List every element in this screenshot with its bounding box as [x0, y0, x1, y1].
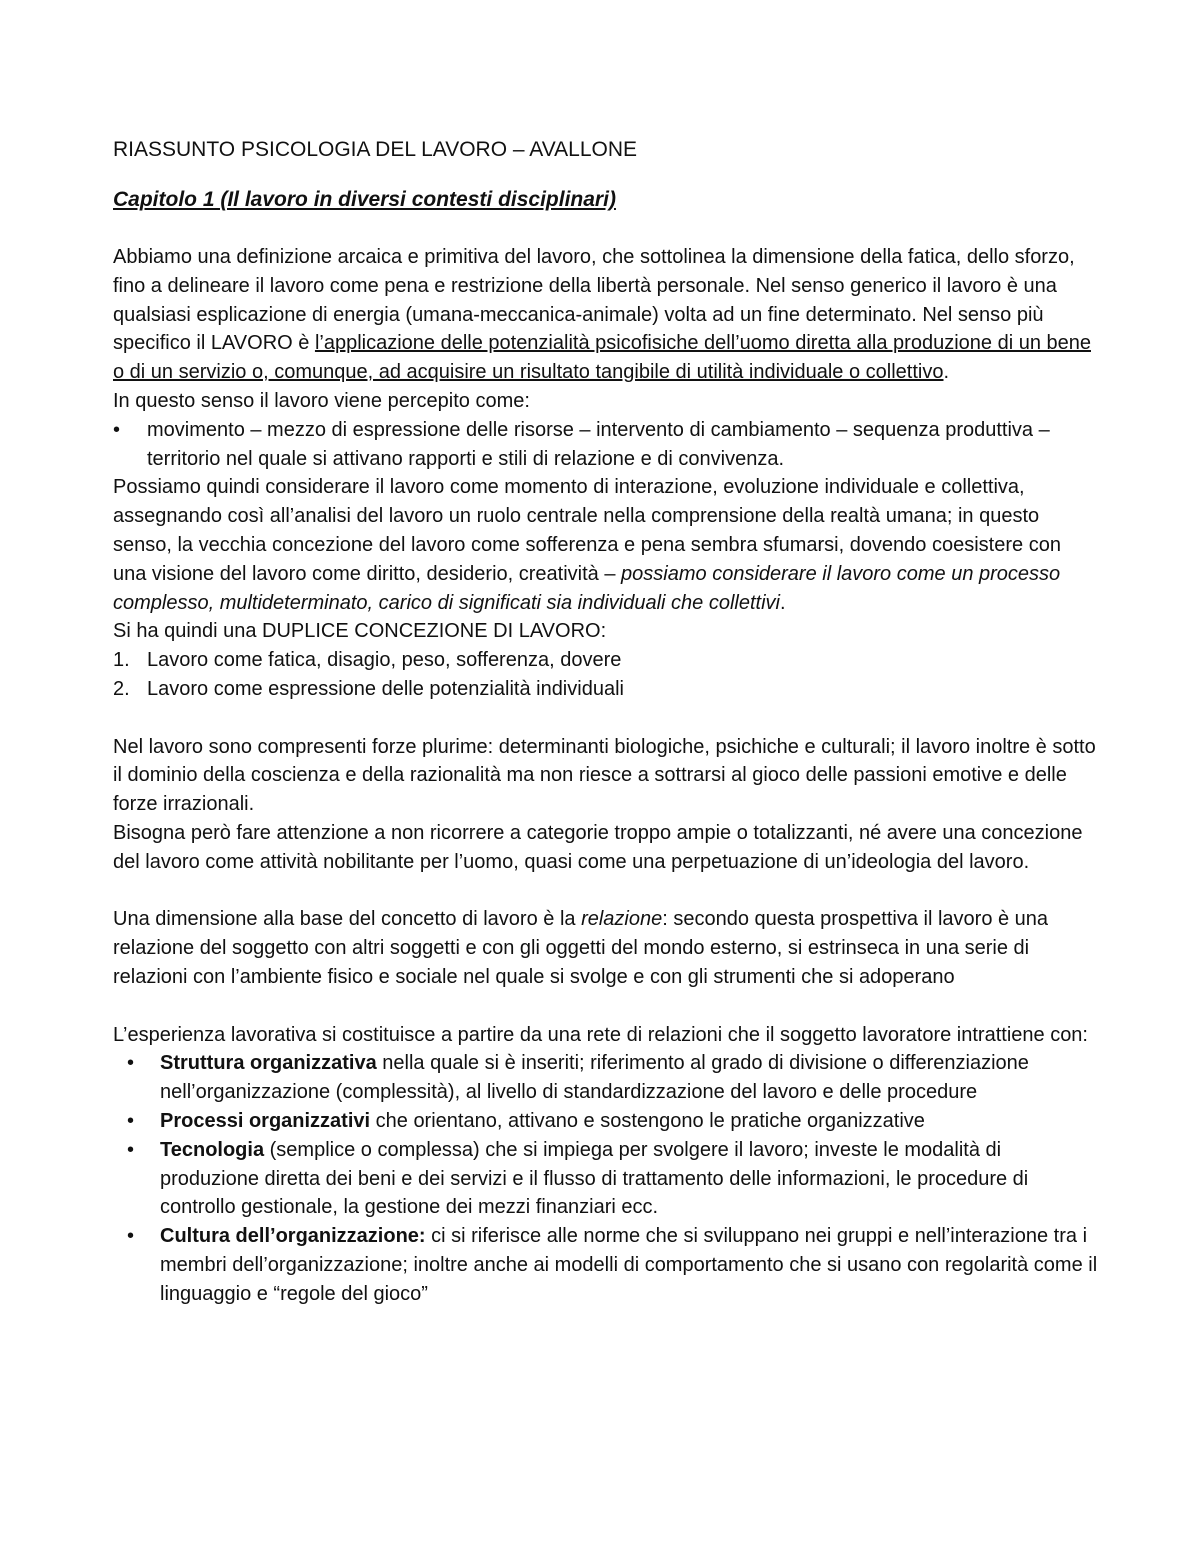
document-page: [113, 136, 1098, 1308]
bullet-marker: •: [113, 418, 121, 441]
list-item: [113, 1136, 1098, 1222]
consider-italic: possiamo considerare il lavoro come un processo complesso, multideterminato, carico di significati sia individuali che collettivi: [113, 562, 1061, 614]
consider-text: Possiamo quindi considerare il lavoro come momento di interazione, evoluzione individuale e collettiva, assegnando così all’analisi del lavoro un ruolo centrale nella comprensione della realtà umana; in questo senso, la vecchia concezione del lavoro come sofferenza e pena sembra sfumarsi, dovendo coesistere con una visione del lavoro come diritto, desiderio, creatività –: [113, 476, 1061, 585]
list-item-text: che orientano, attivano e sostengono le pratiche organizzative: [370, 1109, 925, 1132]
bullet-marker: •: [127, 1138, 135, 1161]
blank-line: [113, 877, 1098, 906]
esperienza-intro: L’esperienza lavorativa si costituisce a partire da una rete di relazioni che il soggetto lavoratore intrattiene con:: [113, 1023, 1088, 1046]
blank-line: [113, 704, 1098, 733]
list-item-term: Struttura organizzativa: [160, 1052, 377, 1075]
consider-paragraph: [113, 473, 1098, 617]
list-item-text: (semplice o complessa) che si impiega per svolgere il lavoro; investe le modalità di produzione diretta dei beni e dei servizi e il flusso di trattamento delle informazioni, le procedure di controllo gestionale, la gestione dei mezzi finanziari ecc.: [160, 1138, 1029, 1219]
attenzione-paragraph: Bisogna però fare attenzione a non ricorrere a categorie troppo ampie o totalizzanti, né avere una concezione del lavoro come attività nobilitante per l’uomo, quasi come una perpetuazione di un’ideologia del lavoro.: [113, 821, 1083, 873]
list-item-text: ci si riferisce alle norme che si sviluppano nei gruppi e nell’interazione tra i membri dell’organizzazione; inoltre anche ai modelli di comportamento che si usano con regolarità come il linguaggio e “regole del gioco”: [160, 1225, 1098, 1305]
list-item-text: Lavoro come fatica, disagio, peso, sofferenza, dovere: [147, 649, 622, 672]
duplice-intro: Si ha quindi una DUPLICE CONCEZIONE DI LAVORO:: [113, 620, 607, 643]
chapter-heading: Capitolo 1 (Il lavoro in diversi contesti disciplinari): [113, 188, 616, 211]
list-item: [113, 646, 1098, 675]
list-item: [113, 1107, 1098, 1136]
duplice-list: [113, 646, 1098, 704]
esperienza-list: [113, 1049, 1098, 1308]
relazione-italic: relazione: [581, 908, 663, 931]
perceived-intro: In questo senso il lavoro viene percepito come:: [113, 389, 530, 412]
number-marker: 2.: [113, 677, 130, 700]
list-item: [113, 416, 1098, 474]
relazione-text-2: : secondo questa prospettiva il lavoro è una relazione del soggetto con altri soggetti e con gli oggetti del mondo esterno, si estrinseca in una serie di relazioni con l’ambiente fisico e sociale nel quale si svolge e con gli strumenti che si adoperano: [113, 908, 1049, 988]
blank-line: [113, 992, 1098, 1021]
list-item: [113, 1222, 1098, 1308]
list-item-term: Processi organizzativi: [160, 1109, 371, 1132]
list-item: [113, 1049, 1098, 1107]
intro-text: Abbiamo una definizione arcaica e primitiva del lavoro, che sottolinea la dimensione della fatica, dello sforzo, fino a delineare il lavoro come pena e restrizione della libertà personale. Nel senso generico il lavoro è una qualsiasi esplicazione di energia (umana-meccanica-animale) volta ad un fine determinato. Nel senso più specifico il LAVORO è: [113, 246, 1075, 355]
bullet-marker: •: [127, 1052, 135, 1075]
bullet-marker: •: [127, 1109, 135, 1132]
relazione-paragraph: [113, 905, 1098, 991]
forze-paragraph: Nel lavoro sono compresenti forze plurime: determinanti biologiche, psichiche e culturali; il lavoro inoltre è sotto il dominio della coscienza e della razionalità ma non riesce a sottrarsi al gioco delle passioni emotive e delle forze irrazionali.: [113, 735, 1096, 816]
bullet-marker: •: [127, 1225, 135, 1248]
intro-paragraph: [113, 243, 1098, 387]
number-marker: 1.: [113, 649, 130, 672]
relazione-text: Una dimensione alla base del concetto di lavoro è la: [113, 908, 582, 931]
list-item: [113, 675, 1098, 704]
list-item-text: movimento – mezzo di espressione delle risorse – intervento di cambiamento – sequenza produttiva – territorio nel quale si attivano rapporti e stili di relazione e di convivenza.: [147, 418, 1050, 470]
list-item-text: Lavoro come espressione delle potenzialità individuali: [147, 677, 624, 700]
document-title: RIASSUNTO PSICOLOGIA DEL LAVORO – AVALLONE: [113, 138, 638, 161]
intro-end: .: [943, 361, 950, 384]
list-item-text: nella quale si è inseriti; riferimento al grado di divisione o differenziazione nell’organizzazione (complessità), al livello di standardizzazione del lavoro e delle procedure: [160, 1052, 1029, 1104]
perceived-list: [113, 416, 1098, 474]
definition-underlined: l’applicazione delle potenzialità psicofisiche dell’uomo diretta alla produzione di un bene o di un servizio o, comunque, ad acquisire un risultato tangibile di utilità individuale o collettivo: [113, 332, 1091, 384]
consider-end: .: [779, 591, 786, 614]
list-item-term: Tecnologia: [160, 1138, 265, 1161]
list-item-term: Cultura dell’organizzazione:: [160, 1225, 426, 1248]
